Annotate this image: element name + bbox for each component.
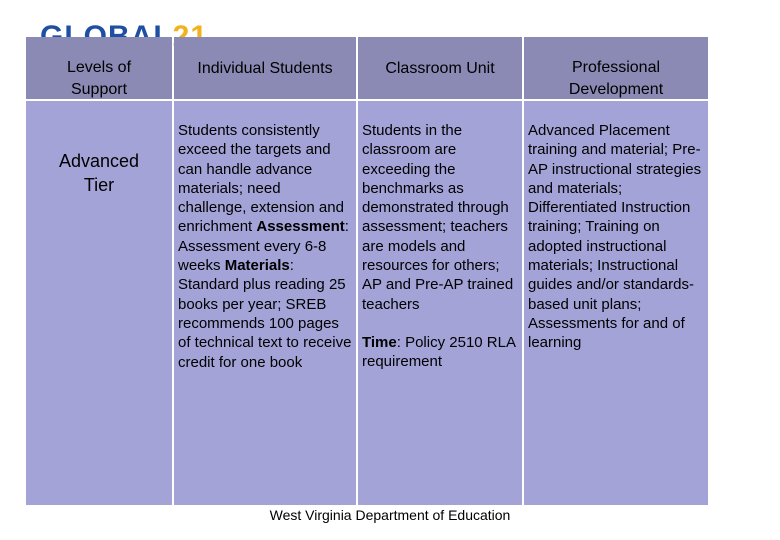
header-levels-line2: Support — [70, 81, 128, 98]
individual-intro: Students consistently exceed the targets and can handle advance materials; need challenge, extension and enrichment — [178, 122, 344, 236]
header-professional-line1: Professional — [571, 59, 661, 76]
individual-students-cell — [174, 101, 356, 505]
header-classroom-label: Classroom Unit — [385, 60, 495, 77]
time-text: : Policy 2510 RLA requirement — [362, 333, 516, 371]
materials-text: : Standard plus reading 25 books per year; SREB recommends 100 pages of technical text to receive credit for one book — [178, 257, 352, 371]
header-professional-line2: Development — [568, 81, 664, 98]
classroom-unit-cell — [358, 101, 522, 505]
tier-line1: Advanced — [58, 151, 140, 171]
assessment-text: : Assessment every 6-8 weeks — [178, 218, 349, 275]
tier-cell — [26, 101, 172, 505]
classroom-text: Students in the classroom are exceeding the benchmarks as demonstrated through assessment; teachers are models and resources for others; AP and Pre-AP trained teachers — [362, 122, 514, 313]
materials-label: Materials — [224, 257, 290, 275]
assessment-label: Assessment — [256, 218, 345, 236]
header-individual-students — [174, 37, 356, 99]
time-label: Time — [362, 333, 397, 351]
logo — [40, 22, 208, 38]
footer-source: West Virginia Department of Education — [269, 507, 511, 523]
support-table — [26, 37, 708, 505]
header-classroom-unit — [358, 37, 522, 99]
header-individual-label: Individual Students — [197, 60, 333, 77]
tier-line2: Tier — [83, 175, 115, 195]
header-levels-of-support — [26, 37, 172, 99]
professional-text: Advanced Placement training and material; Pre-AP instructional strategies and materials; Differentiated Instruction training; Training on adopted instructional materials; Instructional guides and/or standards-based unit plans; Assessments for and of learning — [528, 122, 702, 352]
header-professional-development — [524, 37, 708, 99]
header-levels-line1: Levels of — [66, 59, 132, 76]
professional-development-cell — [524, 101, 708, 505]
